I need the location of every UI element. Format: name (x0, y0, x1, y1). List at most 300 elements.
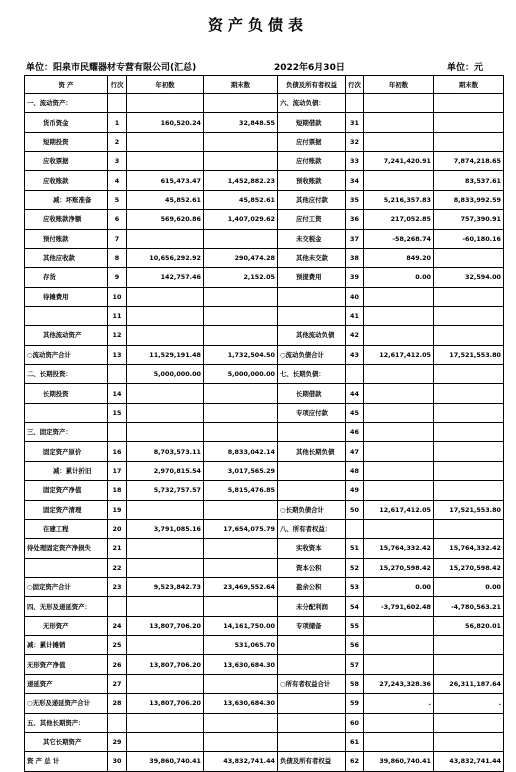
liability-item-cell: 资本公积 (278, 558, 346, 577)
asset-line-no-cell (108, 94, 127, 113)
liability-closing-cell: 0.00 (434, 577, 504, 596)
asset-closing-cell: 32,848.55 (204, 113, 278, 132)
asset-line-no-cell: 12 (108, 326, 127, 345)
asset-closing-cell (204, 539, 278, 558)
asset-item-cell: 短期投资 (25, 132, 108, 151)
asset-opening-cell: 11,529,191.48 (127, 345, 204, 364)
asset-closing-cell (204, 674, 278, 693)
asset-closing-cell: 23,469,552.64 (204, 577, 278, 596)
asset-closing-cell: 5,815,476.85 (204, 481, 278, 500)
liability-opening-cell (364, 113, 434, 132)
table-row (25, 190, 504, 209)
liability-line-no-cell: 39 (346, 268, 364, 287)
asset-opening-cell (127, 597, 204, 616)
table-row (25, 732, 504, 751)
asset-item-cell: 二、长期投资： (25, 365, 108, 384)
liability-closing-cell (434, 423, 504, 442)
liability-closing-cell (434, 384, 504, 403)
asset-opening-cell: 569,620.86 (127, 210, 204, 229)
asset-item-cell: 固定资产净值 (25, 481, 108, 500)
column-header: 期末数 (204, 76, 278, 94)
asset-opening-cell (127, 674, 204, 693)
liability-line-no-cell: 59 (346, 694, 364, 713)
liability-line-no-cell: 36 (346, 210, 364, 229)
asset-item-cell: 四、无形及递延资产： (25, 597, 108, 616)
liability-line-no-cell: 46 (346, 423, 364, 442)
asset-closing-cell: 2,152.05 (204, 268, 278, 287)
liability-item-cell: 实收资本 (278, 539, 346, 558)
asset-line-no-cell: 14 (108, 384, 127, 403)
liability-opening-cell: -3,791,602.48 (364, 597, 434, 616)
liability-line-no-cell: 34 (346, 171, 364, 190)
table-row (25, 752, 504, 771)
asset-line-no-cell: 29 (108, 732, 127, 751)
liability-closing-cell (434, 519, 504, 538)
column-header: 行次 (346, 76, 364, 94)
liability-line-no-cell (346, 94, 364, 113)
column-header: 年初数 (364, 76, 434, 94)
table-row (25, 481, 504, 500)
liability-item-cell: 其他应付款 (278, 190, 346, 209)
asset-closing-cell: 17,654,075.79 (204, 519, 278, 538)
asset-item-cell (25, 306, 108, 325)
asset-closing-cell (204, 732, 278, 751)
asset-closing-cell: 290,474.28 (204, 248, 278, 267)
asset-line-no-cell: 26 (108, 655, 127, 674)
liability-item-cell: 专项应付款 (278, 403, 346, 422)
liability-line-no-cell: 62 (346, 752, 364, 771)
column-header: 期末数 (434, 76, 504, 94)
liability-closing-cell (434, 248, 504, 267)
asset-opening-cell: 142,757.46 (127, 268, 204, 287)
table-row (25, 384, 504, 403)
liability-closing-cell (434, 442, 504, 461)
asset-closing-cell: 8,833,042.14 (204, 442, 278, 461)
asset-opening-cell: 2,970,815.54 (127, 461, 204, 480)
asset-opening-cell: 39,860,740.41 (127, 752, 204, 771)
liability-opening-cell: 0.00 (364, 268, 434, 287)
liability-closing-cell (434, 713, 504, 732)
table-row (25, 616, 504, 635)
balance-sheet-table (24, 75, 504, 772)
asset-line-no-cell: 30 (108, 752, 127, 771)
liability-item-cell: 其他流动负债 (278, 326, 346, 345)
table-row (25, 558, 504, 577)
table-row (25, 171, 504, 190)
asset-line-no-cell: 15 (108, 403, 127, 422)
liability-opening-cell: . (364, 694, 434, 713)
asset-item-cell: 固定资产原价 (25, 442, 108, 461)
liability-closing-cell: 56,820.01 (434, 616, 504, 635)
liability-item-cell: 六、流动负债： (278, 94, 346, 113)
asset-closing-cell (204, 287, 278, 306)
asset-opening-cell (127, 287, 204, 306)
asset-opening-cell (127, 636, 204, 655)
liability-line-no-cell: 33 (346, 152, 364, 171)
asset-closing-cell (204, 132, 278, 151)
liability-item-cell: 负债及所有者权益 (278, 752, 346, 771)
liability-item-cell: 盈余公积 (278, 577, 346, 596)
liability-closing-cell (434, 461, 504, 480)
liability-item-cell (278, 287, 346, 306)
table-row (25, 597, 504, 616)
liability-closing-cell (434, 94, 504, 113)
asset-item-cell: 货币资金 (25, 113, 108, 132)
liability-closing-cell: 43,832,741.44 (434, 752, 504, 771)
liability-closing-cell: 15,270,598.42 (434, 558, 504, 577)
liability-closing-cell (434, 732, 504, 751)
liability-line-no-cell: 45 (346, 403, 364, 422)
asset-opening-cell (127, 132, 204, 151)
asset-line-no-cell: 2 (108, 132, 127, 151)
table-row (25, 442, 504, 461)
table-row (25, 94, 504, 113)
asset-opening-cell (127, 306, 204, 325)
liability-item-cell (278, 461, 346, 480)
liability-line-no-cell: 56 (346, 636, 364, 655)
asset-closing-cell: 43,832,741.44 (204, 752, 278, 771)
liability-item-cell: 应付账款 (278, 152, 346, 171)
table-row (25, 326, 504, 345)
liability-item-cell: 七、长期负债： (278, 365, 346, 384)
liability-line-no-cell: 43 (346, 345, 364, 364)
liability-closing-cell: 17,521,553.80 (434, 345, 504, 364)
asset-item-cell: 预付账款 (25, 229, 108, 248)
asset-item-cell: ○固定资产合计 (25, 577, 108, 596)
asset-line-no-cell: 11 (108, 306, 127, 325)
liability-item-cell: ○所有者权益合计 (278, 674, 346, 693)
asset-line-no-cell: 13 (108, 345, 127, 364)
liability-opening-cell (364, 306, 434, 325)
liability-line-no-cell: 51 (346, 539, 364, 558)
table-row (25, 461, 504, 480)
asset-line-no-cell: 3 (108, 152, 127, 171)
liability-opening-cell (364, 713, 434, 732)
column-header: 负债及所有者权益 (278, 76, 346, 94)
currency-unit-label: 单位：元 (447, 63, 484, 73)
asset-line-no-cell: 7 (108, 229, 127, 248)
liability-line-no-cell (346, 519, 364, 538)
asset-opening-cell (127, 403, 204, 422)
liability-line-no-cell: 47 (346, 442, 364, 461)
liability-line-no-cell: 58 (346, 674, 364, 693)
liability-opening-cell: 849.20 (364, 248, 434, 267)
table-row (25, 132, 504, 151)
liability-closing-cell: -4,780,563.21 (434, 597, 504, 616)
asset-opening-cell (127, 539, 204, 558)
liability-closing-cell (434, 132, 504, 151)
liability-opening-cell (364, 287, 434, 306)
asset-item-cell: 减：坏账准备 (25, 190, 108, 209)
asset-closing-cell (204, 229, 278, 248)
asset-closing-cell: 1,452,882.23 (204, 171, 278, 190)
liability-closing-cell: 32,594.00 (434, 268, 504, 287)
liability-item-cell: 应付工资 (278, 210, 346, 229)
asset-closing-cell: 45,852.61 (204, 190, 278, 209)
asset-item-cell: 在建工程 (25, 519, 108, 538)
liability-opening-cell: 12,617,412.05 (364, 500, 434, 519)
liability-opening-cell: -58,268.74 (364, 229, 434, 248)
report-date: 2022年6月30日 (274, 63, 345, 73)
asset-opening-cell: 615,473.47 (127, 171, 204, 190)
asset-closing-cell (204, 403, 278, 422)
liability-item-cell: 未交税金 (278, 229, 346, 248)
asset-line-no-cell: 10 (108, 287, 127, 306)
asset-item-cell: ○无形及递延资产合计 (25, 694, 108, 713)
asset-closing-cell (204, 713, 278, 732)
asset-line-no-cell: 16 (108, 442, 127, 461)
liability-opening-cell (364, 481, 434, 500)
asset-opening-cell (127, 152, 204, 171)
liability-opening-cell (364, 326, 434, 345)
table-row (25, 268, 504, 287)
liability-closing-cell: 26,311,187.64 (434, 674, 504, 693)
liability-line-no-cell: 57 (346, 655, 364, 674)
table-row (25, 210, 504, 229)
table-row (25, 694, 504, 713)
liability-closing-cell: . (434, 694, 504, 713)
liability-item-cell (278, 636, 346, 655)
report-title: 资产负债表 (207, 16, 308, 34)
asset-closing-cell (204, 326, 278, 345)
asset-opening-cell: 45,852.61 (127, 190, 204, 209)
asset-item-cell: 待摊费用 (25, 287, 108, 306)
liability-opening-cell (364, 423, 434, 442)
asset-line-no-cell: 6 (108, 210, 127, 229)
liability-line-no-cell: 31 (346, 113, 364, 132)
table-row (25, 655, 504, 674)
asset-item-cell: 其他流动资产 (25, 326, 108, 345)
asset-opening-cell: 5,000,000.00 (127, 365, 204, 384)
liability-opening-cell (364, 132, 434, 151)
liability-closing-cell (434, 403, 504, 422)
asset-line-no-cell: 9 (108, 268, 127, 287)
asset-line-no-cell: 18 (108, 481, 127, 500)
asset-opening-cell (127, 732, 204, 751)
liability-line-no-cell: 50 (346, 500, 364, 519)
table-row (25, 713, 504, 732)
table-row (25, 636, 504, 655)
liability-closing-cell (434, 481, 504, 500)
liability-item-cell: 长期借款 (278, 384, 346, 403)
liability-line-no-cell: 60 (346, 713, 364, 732)
table-row (25, 287, 504, 306)
table-row (25, 345, 504, 364)
liability-closing-cell (434, 287, 504, 306)
table-row (25, 306, 504, 325)
liability-line-no-cell: 40 (346, 287, 364, 306)
asset-item-cell (25, 558, 108, 577)
asset-item-cell: 递延资产 (25, 674, 108, 693)
asset-opening-cell (127, 94, 204, 113)
asset-line-no-cell (108, 713, 127, 732)
company-unit-label: 单位：阳泉市民耀器材专营有限公司(汇总) (26, 63, 197, 73)
liability-line-no-cell: 37 (346, 229, 364, 248)
asset-item-cell: 一、流动资产： (25, 94, 108, 113)
liability-item-cell: 八、所有者权益： (278, 519, 346, 538)
liability-item-cell (278, 481, 346, 500)
asset-opening-cell (127, 326, 204, 345)
asset-item-cell: 应收账款 (25, 171, 108, 190)
liability-item-cell: 其他长期负债 (278, 442, 346, 461)
asset-opening-cell: 8,703,573.11 (127, 442, 204, 461)
liability-opening-cell: 15,764,332.42 (364, 539, 434, 558)
liability-item-cell (278, 713, 346, 732)
table-row (25, 152, 504, 171)
liability-item-cell: ○长期负债合计 (278, 500, 346, 519)
asset-line-no-cell: 23 (108, 577, 127, 596)
asset-closing-cell: 13,630,684.30 (204, 694, 278, 713)
asset-opening-cell: 10,656,292.92 (127, 248, 204, 267)
liability-line-no-cell (346, 365, 364, 384)
asset-closing-cell: 1,732,504.50 (204, 345, 278, 364)
asset-item-cell: 无形资产净值 (25, 655, 108, 674)
liability-closing-cell: 757,390.91 (434, 210, 504, 229)
asset-opening-cell: 3,791,085.16 (127, 519, 204, 538)
liability-opening-cell: 12,617,412.05 (364, 345, 434, 364)
table-row (25, 403, 504, 422)
table-row (25, 423, 504, 442)
asset-line-no-cell: 21 (108, 539, 127, 558)
liability-closing-cell (434, 655, 504, 674)
asset-opening-cell (127, 713, 204, 732)
asset-line-no-cell: 5 (108, 190, 127, 209)
column-header: 年初数 (127, 76, 204, 94)
liability-item-cell: 专项储备 (278, 616, 346, 635)
table-row (25, 500, 504, 519)
asset-line-no-cell: 25 (108, 636, 127, 655)
liability-closing-cell: -60,180.16 (434, 229, 504, 248)
asset-line-no-cell: 1 (108, 113, 127, 132)
liability-opening-cell: 39,860,740.41 (364, 752, 434, 771)
asset-item-cell: 减：累计折旧 (25, 461, 108, 480)
asset-closing-cell: 5,000,000.00 (204, 365, 278, 384)
asset-closing-cell (204, 152, 278, 171)
liability-line-no-cell: 52 (346, 558, 364, 577)
asset-item-cell: 五、其他长期资产： (25, 713, 108, 732)
asset-closing-cell (204, 500, 278, 519)
liability-opening-cell (364, 519, 434, 538)
asset-item-cell: 存货 (25, 268, 108, 287)
asset-opening-cell: 13,807,706.20 (127, 694, 204, 713)
table-row (25, 248, 504, 267)
liability-closing-cell (434, 365, 504, 384)
table-row (25, 674, 504, 693)
asset-item-cell (25, 403, 108, 422)
asset-opening-cell (127, 558, 204, 577)
asset-opening-cell: 13,807,706.20 (127, 655, 204, 674)
table-row (25, 539, 504, 558)
asset-item-cell: 其他应收款 (25, 248, 108, 267)
liability-opening-cell: 7,241,420.91 (364, 152, 434, 171)
asset-opening-cell: 160,520.24 (127, 113, 204, 132)
liability-closing-cell: 15,764,332.42 (434, 539, 504, 558)
liability-opening-cell (364, 171, 434, 190)
asset-item-cell: 减：累计摊销 (25, 636, 108, 655)
liability-opening-cell (364, 442, 434, 461)
asset-closing-cell: 3,017,565.29 (204, 461, 278, 480)
liability-item-cell (278, 655, 346, 674)
asset-line-no-cell: 24 (108, 616, 127, 635)
liability-item-cell: 预收账款 (278, 171, 346, 190)
liability-opening-cell: 15,270,598.42 (364, 558, 434, 577)
liability-line-no-cell: 41 (346, 306, 364, 325)
liability-line-no-cell: 55 (346, 616, 364, 635)
liability-line-no-cell: 54 (346, 597, 364, 616)
liability-item-cell: 未分配利润 (278, 597, 346, 616)
liability-opening-cell (364, 384, 434, 403)
liability-opening-cell (364, 616, 434, 635)
column-header: 行次 (108, 76, 127, 94)
asset-line-no-cell: 19 (108, 500, 127, 519)
liability-opening-cell (364, 655, 434, 674)
asset-opening-cell (127, 384, 204, 403)
asset-closing-cell: 1,407,029.62 (204, 210, 278, 229)
liability-item-cell: 其他未交款 (278, 248, 346, 267)
asset-line-no-cell: 20 (108, 519, 127, 538)
asset-closing-cell (204, 597, 278, 616)
asset-item-cell: 三、固定资产： (25, 423, 108, 442)
liability-closing-cell: 7,874,218.65 (434, 152, 504, 171)
liability-line-no-cell: 42 (346, 326, 364, 345)
asset-line-no-cell: 4 (108, 171, 127, 190)
table-row (25, 365, 504, 384)
liability-opening-cell (364, 732, 434, 751)
liability-line-no-cell: 44 (346, 384, 364, 403)
asset-closing-cell (204, 384, 278, 403)
asset-item-cell: 应收账款净额 (25, 210, 108, 229)
liability-line-no-cell: 38 (346, 248, 364, 267)
asset-closing-cell (204, 558, 278, 577)
asset-item-cell: 待处理固定资产净损失 (25, 539, 108, 558)
liability-opening-cell (364, 636, 434, 655)
asset-line-no-cell: 22 (108, 558, 127, 577)
asset-item-cell: 长期投资 (25, 384, 108, 403)
asset-item-cell: 其它长期资产 (25, 732, 108, 751)
asset-opening-cell (127, 423, 204, 442)
liability-item-cell: ○流动负债合计 (278, 345, 346, 364)
asset-line-no-cell: 28 (108, 694, 127, 713)
asset-item-cell: 无形资产 (25, 616, 108, 635)
liability-closing-cell (434, 113, 504, 132)
liability-opening-cell: 0.00 (364, 577, 434, 596)
table-row (25, 113, 504, 132)
asset-opening-cell (127, 229, 204, 248)
liability-opening-cell: 217,052.85 (364, 210, 434, 229)
asset-closing-cell (204, 306, 278, 325)
liability-opening-cell (364, 461, 434, 480)
liability-opening-cell (364, 94, 434, 113)
liability-item-cell: 应付票据 (278, 132, 346, 151)
liability-item-cell: 短期借款 (278, 113, 346, 132)
liability-item-cell (278, 423, 346, 442)
liability-opening-cell (364, 365, 434, 384)
liability-opening-cell: 27,243,328.36 (364, 674, 434, 693)
liability-item-cell (278, 732, 346, 751)
asset-closing-cell (204, 94, 278, 113)
liability-closing-cell: 17,521,553.80 (434, 500, 504, 519)
liability-closing-cell: 8,833,992.59 (434, 190, 504, 209)
asset-closing-cell: 531,065.70 (204, 636, 278, 655)
liability-closing-cell: 83,537.61 (434, 171, 504, 190)
asset-opening-cell (127, 500, 204, 519)
asset-opening-cell: 9,523,842.73 (127, 577, 204, 596)
table-row (25, 229, 504, 248)
liability-line-no-cell: 49 (346, 481, 364, 500)
liability-line-no-cell: 61 (346, 732, 364, 751)
asset-opening-cell: 13,807,706.20 (127, 616, 204, 635)
asset-item-cell: 资 产 总 计 (25, 752, 108, 771)
